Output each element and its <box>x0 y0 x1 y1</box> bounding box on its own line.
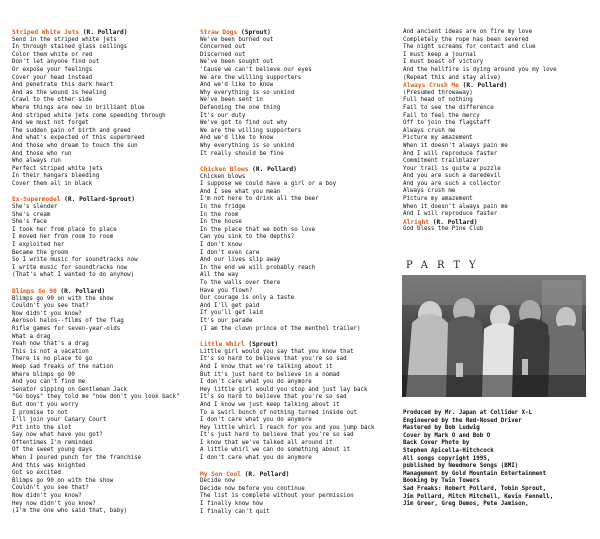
lyric-line: It's so hard to believe that you're so sad <box>200 394 347 401</box>
lyric-line: Can you sink to the depths? <box>200 234 295 241</box>
party-photo-illustration <box>402 275 586 397</box>
lyric-line: And I know that we're talking about it <box>200 363 333 370</box>
lyric-line: Discerned out <box>200 51 246 58</box>
lyric-line: And I'll get paid <box>200 302 260 309</box>
lyric-line: And our lives slip away <box>200 257 281 264</box>
credit-line: Mastered by Bob Ludwig <box>403 425 480 432</box>
song-title: Alright (R. Pollard) <box>403 218 478 226</box>
lyric-line: Rifle games for seven-year-olds <box>12 325 121 332</box>
lyric-line: Couldn't you see that? <box>12 485 89 492</box>
lyric-line: Why everything is so unkind <box>200 142 295 149</box>
lyric-line: And you are such a collector <box>403 180 501 187</box>
song-title: Little Whirl (Sprout) <box>200 341 279 349</box>
lyric-line: It's just hard to believe that you're so sad <box>200 432 354 439</box>
lyric-line: Couldn't you see that? <box>12 303 89 310</box>
lyrics-column-3 <box>403 29 593 234</box>
credit-line: Management by Gold Mountain Entertainment <box>403 470 547 477</box>
lyric-line: I finally know how <box>200 501 263 508</box>
song-block <box>200 29 395 158</box>
lyric-line: It's our parade <box>200 317 253 324</box>
lyric-line: In the house <box>200 219 242 226</box>
lyric-line: But don't you worry <box>12 401 79 408</box>
lyric-line: So I write music for soundtracks now <box>12 257 138 264</box>
lyric-line: To a swirl bunch of nothing turned inside out <box>200 409 358 416</box>
lyric-line: And you are such a daredevil <box>403 173 501 180</box>
lyric-line: (That's what I wanted to do anyhow) <box>12 272 135 279</box>
song-title: Striped White Jets (R. Pollard) <box>12 29 128 36</box>
lyric-line: Where blimps go 90 <box>12 371 75 378</box>
lyric-line: When I poured punch for the franchise <box>12 455 142 462</box>
lyric-line: I don't care what you do anymore <box>200 417 312 424</box>
lyric-line: Chicken blows <box>200 173 246 180</box>
lyric-line: Hey little whirl I reach for you and you jump back <box>200 424 375 431</box>
lyric-line: Crawl to the other side <box>12 97 93 104</box>
lyric-line: And what's expected of this superbreed <box>12 135 145 142</box>
lyric-line: I'm not here to drink all the beer <box>200 196 319 203</box>
lyric-line: I exploited her <box>12 242 65 249</box>
lyric-line: But it's just hard to believe in a nomad <box>200 371 340 378</box>
lyric-line: Little girl would you say that you know that <box>200 348 354 355</box>
lyric-line: It really should be fine <box>200 150 284 157</box>
lyric-line: Or expose your feelings <box>12 66 93 73</box>
lyric-line: Of the sweet young days <box>12 447 93 454</box>
lyric-line: Don't let anyone find out <box>12 59 100 66</box>
song-title: Ex-Supermodel (R. Pollard-Sprout) <box>12 196 135 204</box>
lyric-line: We've got to find out why <box>200 120 288 127</box>
credit-line: All songs copyright 1995, <box>403 455 491 462</box>
lyric-line: And those who run <box>12 150 72 157</box>
credit-line: Jim Greer, Greg Demos, Pete Jamison, <box>403 501 529 508</box>
lyric-line: Who always run <box>12 158 61 165</box>
lyric-line: A little whirl we can do something about it <box>200 447 351 454</box>
song-title: My Son Cool (R. Pollard) <box>200 470 290 478</box>
lyric-line: Perfect striped white jets <box>12 165 103 172</box>
lyric-line: I know that we've talked all around it <box>200 439 333 446</box>
lyric-line: And we'd like to know <box>200 135 274 142</box>
lyric-line: Why everything is so unkind <box>200 89 295 96</box>
lyric-line: I must boast of victory <box>403 59 484 66</box>
lyric-line: Blimps go 90 on with the show <box>12 295 114 302</box>
lyric-line: In the place that we both so love <box>200 226 316 233</box>
lyric-line: She's face <box>12 219 47 226</box>
lyric-line: Cover them all in black <box>12 180 93 187</box>
lyric-line: There is no place to go <box>12 356 93 363</box>
song-title: Always Crush Me (R. Pollard) <box>403 82 508 90</box>
lyric-line: To the walls over there <box>200 280 281 286</box>
lyric-line: Always crush me <box>403 127 456 134</box>
lyric-line: It's so hard to believe that you're so sad <box>200 356 347 363</box>
song-title: Chicken Blows (R. Pollard) <box>200 166 297 174</box>
lyric-line: I suppose we could have a girl or a boy <box>200 181 337 188</box>
lyric-line: Picture my amazement <box>403 196 473 203</box>
lyric-line: Where things are new in brilliant blue <box>12 104 145 111</box>
song-block <box>12 288 192 516</box>
song-title: Straw Dogs (Sprout) <box>200 29 271 36</box>
song-block <box>12 29 192 188</box>
song-block <box>403 29 593 82</box>
credit-line: Stephen Apicella-Hitchcock <box>403 447 494 454</box>
lyric-line: Fail to see the difference <box>403 104 494 111</box>
lyric-line: And the hellfire is dying around you my love <box>403 66 557 73</box>
lyric-line: When it doesn't always pain me <box>403 142 508 149</box>
lyric-line: Now didn't you know? <box>12 310 82 317</box>
lyric-line: I don't even care <box>200 249 260 256</box>
lyric-line: Oftentimes I'm reminded <box>12 439 93 446</box>
lyric-line: All the way <box>200 272 239 279</box>
lyric-line: Color them white or red <box>12 51 93 58</box>
lyric-line: Concerned out <box>200 44 246 51</box>
lyric-line: Our courage is only a taste <box>200 295 295 302</box>
lyrics-column-1 <box>12 29 192 516</box>
lyric-line: Yeah now that's a drag <box>12 341 89 348</box>
lyric-line: We are the willing supporters <box>200 74 302 81</box>
lyric-line: Commitment trailblazer <box>403 158 480 165</box>
lyric-line: Now didn't you know? <box>12 493 82 500</box>
credit-line: published by Needmore Songs (BMI) <box>403 463 519 470</box>
lyric-line: Full head of nothing <box>403 97 473 104</box>
lyric-line: And I see what you mean <box>200 188 281 195</box>
lyric-line: We've been sent in <box>200 97 263 104</box>
lyric-line: And we'd like to know <box>200 82 274 89</box>
lyric-line: I'll join your Canary Court <box>12 417 107 424</box>
lyric-line: I took her from place to place <box>12 226 117 233</box>
lyric-line: And ancient ideas are on fire my love <box>403 29 533 35</box>
lyric-line: And as the wound is healing <box>12 89 107 96</box>
lyric-line: Defending the one thing <box>200 104 281 111</box>
lyric-line: We've been burned out <box>200 36 274 43</box>
lyric-line: Say now what have you got? <box>12 432 103 439</box>
lyric-line: And we must not forget <box>12 120 89 127</box>
lyric-line: And I know we just keep talking about it <box>200 401 340 408</box>
song-block <box>403 82 593 219</box>
lyric-line: In the fridge <box>200 204 246 211</box>
lyric-line: Have you flown? <box>200 287 253 294</box>
lyric-line: Always crush me <box>403 188 456 195</box>
lyric-line: Senator sipping on Gentleman Jack <box>12 386 128 393</box>
credit-line: Produced by Mr. Japan at Collider X-L <box>403 410 533 416</box>
lyric-line: God bless the Pine Club <box>403 226 484 233</box>
song-title: Blimps Go 90 (R. Pollard) <box>12 288 106 295</box>
lyric-line: In their hangars bleeding <box>12 173 100 180</box>
photo-caption: PARTY <box>406 260 485 271</box>
lyric-line: Hey little girl would you stop and just lay back <box>200 386 368 393</box>
lyric-line: I promise to not <box>12 409 68 416</box>
lyric-line: I write music for soundtracks now <box>12 264 128 271</box>
lyric-line: (I'm the one who said that, baby) <box>12 508 128 515</box>
song-block <box>200 166 395 333</box>
lyric-line: Hey now didn't you know? <box>12 500 96 507</box>
lyric-line: Aerosol halos--films of the flag <box>12 318 124 325</box>
lyric-line: Fail to feel the mercy <box>403 112 480 119</box>
lyric-line: In the room <box>200 211 239 218</box>
lyric-line: I finally can't quit <box>200 508 270 515</box>
lyric-line: In through stained glass ceilings <box>12 44 128 51</box>
song-block <box>403 219 593 234</box>
lyric-line: Off to join the flagstaff <box>403 120 491 127</box>
lyric-line: The sudden pain of birth and greed <box>12 127 131 134</box>
credit-line: Back Cover Photo by <box>403 440 470 447</box>
lyric-line: I don't care what you do anymore <box>200 379 312 386</box>
lyric-line: Blimps go 90 on with the show <box>12 477 114 484</box>
credit-line: Jim Pollard, Mitch Mitchell, Kevin Fennell, <box>403 493 554 500</box>
lyric-line: Your trail is quite a puzzle <box>403 165 501 172</box>
lyric-line: Send in the striped white jets <box>12 36 117 43</box>
lyric-line: Became the groom <box>12 249 68 256</box>
song-block <box>200 471 395 517</box>
credit-line: Cover by Mark O and Bob O <box>403 432 491 439</box>
lyric-line: Completely the rope has been severed <box>403 36 529 43</box>
lyric-line: Weep sad freaks of the nation <box>12 363 114 370</box>
lyric-line: I don't know <box>200 242 242 249</box>
lyric-line: She's slender <box>12 204 58 211</box>
lyric-line: And penetrate this dark heart <box>12 82 114 89</box>
credit-line: Sad Freaks: Robert Pollard, Tobin Sprout, <box>403 485 547 492</box>
lyric-line: Decide now before you continue <box>200 485 305 492</box>
song-block <box>12 196 192 280</box>
lyric-line: If you'll get laid <box>200 310 263 317</box>
lyric-line: I moved her from room to room <box>12 234 114 241</box>
lyric-line: (Repeat this and stay alive) <box>403 74 501 81</box>
lyric-line: And I will reproduce faster <box>403 150 498 157</box>
credit-line: Engineered by the Red-Nosed Driver <box>403 417 522 424</box>
lyric-line: What a drag <box>12 333 51 340</box>
lyric-line: And those who dream to touch the sun <box>12 142 138 149</box>
lyric-line: It's our duty <box>200 112 246 119</box>
lyric-line: We are the willing supporters <box>200 127 302 134</box>
lyric-line: And this was knighted <box>12 462 86 469</box>
lyric-line: Cover your head instead <box>12 74 93 81</box>
lyric-line: Picture my amazement <box>403 135 473 142</box>
lyric-line: We've been sought out <box>200 59 274 66</box>
lyric-line: The list is complete without your permission <box>200 493 354 500</box>
lyric-line: (Presumed throwaway) <box>403 89 473 96</box>
lyric-line: I must keep a journal <box>403 51 477 58</box>
party-photo <box>402 275 586 397</box>
lyric-line: I don't care what you do anymore <box>200 455 312 462</box>
lyric-line: And I will reproduce faster <box>403 211 498 218</box>
lyric-line: Pit into the slot <box>12 424 72 431</box>
album-credits <box>403 410 593 509</box>
lyric-line: This is not a vacation <box>12 348 89 355</box>
lyric-line: In the end we will probably reach <box>200 264 316 271</box>
lyric-line: Got so excited <box>12 470 61 477</box>
lyric-line: (I am the clown prince of the menthol trailer) <box>200 325 361 332</box>
lyric-line: "Go boys" they told me "now don't you look back" <box>12 394 180 401</box>
lyrics-column-2 <box>200 29 395 516</box>
lyric-line: Decide now <box>200 478 235 485</box>
lyric-line: And striped white jets come speeding through <box>12 112 166 119</box>
lyric-line: And you can't find me <box>12 379 86 386</box>
credit-line: Booking by Twin Towers <box>403 478 480 485</box>
lyric-line: She's cream <box>12 211 51 218</box>
lyric-line: The night screams for contact and clue <box>403 44 536 51</box>
lyric-line: When it doesn't always pain me <box>403 203 508 210</box>
song-block <box>200 341 395 463</box>
lyric-line: 'Cause we can't believe our eyes <box>200 66 312 73</box>
